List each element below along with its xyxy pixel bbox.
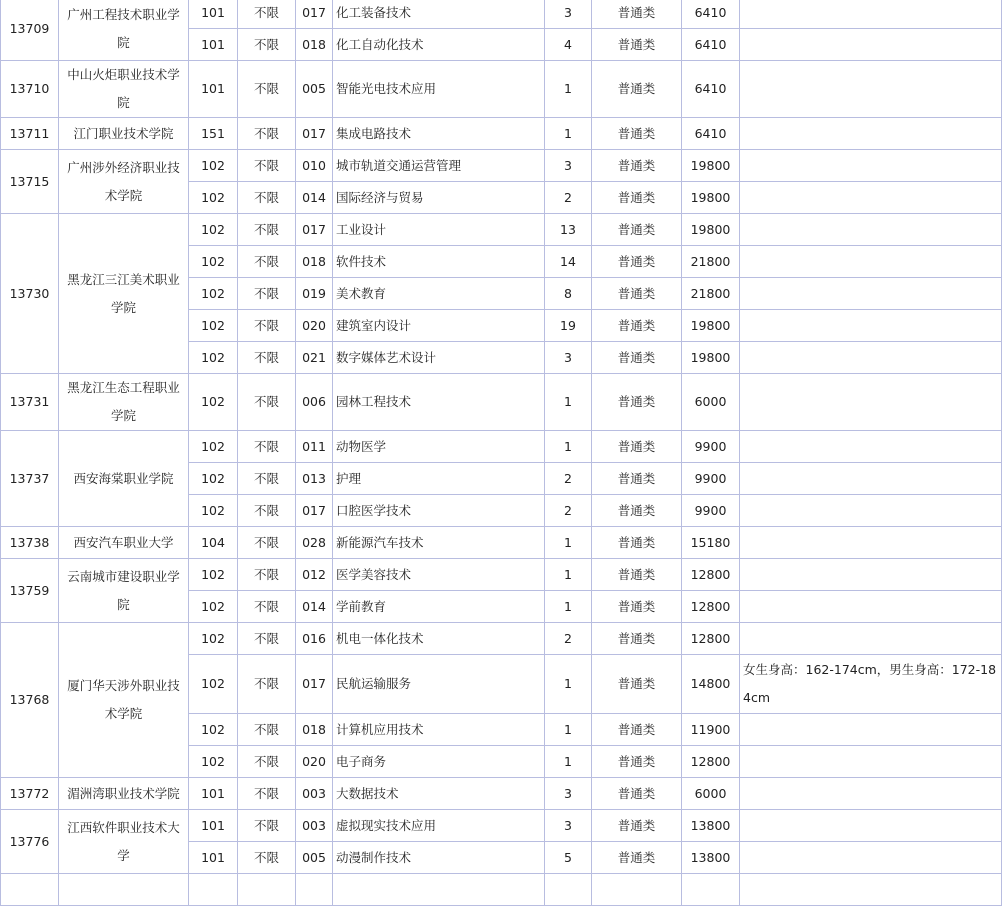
school-code-cell: 13776 (1, 810, 59, 874)
group-code-cell: 101 (189, 29, 238, 61)
remark-cell (740, 874, 1002, 906)
category-cell: 普通类 (592, 374, 682, 431)
plan-count-cell: 1 (545, 118, 592, 150)
major-code-cell: 016 (296, 623, 333, 655)
major-name-cell: 化工装备技术 (333, 0, 545, 29)
group-code-cell: 102 (189, 310, 238, 342)
school-code-cell: 13731 (1, 374, 59, 431)
remark-cell (740, 0, 1002, 29)
major-code-cell (296, 874, 333, 906)
major-code-cell: 003 (296, 778, 333, 810)
major-code-cell: 011 (296, 431, 333, 463)
group-code-cell: 102 (189, 214, 238, 246)
major-name-cell: 国际经济与贸易 (333, 182, 545, 214)
school-code-cell: 13772 (1, 778, 59, 810)
category-cell: 普通类 (592, 495, 682, 527)
category-cell (592, 874, 682, 906)
remark-cell (740, 527, 1002, 559)
subject-requirement-cell: 不限 (238, 374, 296, 431)
remark-cell (740, 431, 1002, 463)
group-code-cell: 102 (189, 150, 238, 182)
plan-count-cell: 4 (545, 29, 592, 61)
remark-cell (740, 118, 1002, 150)
school-name-cell: 西安海棠职业学院 (59, 431, 189, 527)
school-code-cell: 13768 (1, 623, 59, 778)
group-code-cell: 102 (189, 495, 238, 527)
major-name-cell: 电子商务 (333, 746, 545, 778)
remark-cell (740, 29, 1002, 61)
major-name-cell: 城市轨道交通运营管理 (333, 150, 545, 182)
tuition-cell: 9900 (682, 463, 740, 495)
table-row (1, 874, 1002, 906)
subject-requirement-cell: 不限 (238, 842, 296, 874)
subject-requirement-cell (238, 874, 296, 906)
tuition-cell: 19800 (682, 182, 740, 214)
major-code-cell: 013 (296, 463, 333, 495)
group-code-cell: 102 (189, 746, 238, 778)
subject-requirement-cell: 不限 (238, 29, 296, 61)
major-code-cell: 017 (296, 214, 333, 246)
group-code-cell: 101 (189, 810, 238, 842)
tuition-cell: 6000 (682, 778, 740, 810)
group-code-cell: 102 (189, 246, 238, 278)
category-cell: 普通类 (592, 778, 682, 810)
category-cell: 普通类 (592, 61, 682, 118)
major-name-cell: 护理 (333, 463, 545, 495)
tuition-cell: 11900 (682, 714, 740, 746)
tuition-cell: 21800 (682, 278, 740, 310)
subject-requirement-cell: 不限 (238, 527, 296, 559)
school-name-cell (59, 874, 189, 906)
school-code-cell: 13710 (1, 61, 59, 118)
remark-cell (740, 150, 1002, 182)
tuition-cell: 21800 (682, 246, 740, 278)
school-name-cell: 广州涉外经济职业技术学院 (59, 150, 189, 214)
tuition-cell: 19800 (682, 150, 740, 182)
table-row (1, 214, 1002, 246)
subject-requirement-cell: 不限 (238, 495, 296, 527)
subject-requirement-cell: 不限 (238, 463, 296, 495)
major-code-cell: 017 (296, 118, 333, 150)
tuition-cell: 6410 (682, 0, 740, 29)
school-code-cell: 13709 (1, 0, 59, 61)
subject-requirement-cell: 不限 (238, 431, 296, 463)
school-name-cell: 中山火炬职业技术学院 (59, 61, 189, 118)
major-code-cell: 028 (296, 527, 333, 559)
category-cell: 普通类 (592, 278, 682, 310)
plan-count-cell: 1 (545, 559, 592, 591)
subject-requirement-cell: 不限 (238, 246, 296, 278)
table-row (1, 527, 1002, 559)
plan-count-cell: 3 (545, 150, 592, 182)
major-name-cell: 建筑室内设计 (333, 310, 545, 342)
plan-count-cell: 2 (545, 623, 592, 655)
tuition-cell: 14800 (682, 655, 740, 714)
school-code-cell: 13759 (1, 559, 59, 623)
major-code-cell: 020 (296, 310, 333, 342)
school-name-cell: 广州工程技术职业学院 (59, 0, 189, 61)
tuition-cell: 12800 (682, 746, 740, 778)
remark-cell (740, 559, 1002, 591)
plan-count-cell: 19 (545, 310, 592, 342)
major-name-cell: 虚拟现实技术应用 (333, 810, 545, 842)
school-code-cell (1, 874, 59, 906)
remark-cell (740, 310, 1002, 342)
major-code-cell: 006 (296, 374, 333, 431)
table-row (1, 431, 1002, 463)
school-code-cell: 13715 (1, 150, 59, 214)
remark-cell (740, 591, 1002, 623)
table-row (1, 374, 1002, 431)
group-code-cell: 102 (189, 374, 238, 431)
table-row (1, 61, 1002, 118)
major-name-cell: 计算机应用技术 (333, 714, 545, 746)
major-name-cell: 民航运输服务 (333, 655, 545, 714)
major-name-cell: 医学美容技术 (333, 559, 545, 591)
major-name-cell: 机电一体化技术 (333, 623, 545, 655)
group-code-cell: 102 (189, 278, 238, 310)
tuition-cell: 19800 (682, 310, 740, 342)
category-cell: 普通类 (592, 431, 682, 463)
tuition-cell: 9900 (682, 431, 740, 463)
subject-requirement-cell: 不限 (238, 278, 296, 310)
subject-requirement-cell: 不限 (238, 623, 296, 655)
table-row (1, 810, 1002, 842)
tuition-cell: 9900 (682, 495, 740, 527)
major-name-cell: 学前教育 (333, 591, 545, 623)
category-cell: 普通类 (592, 591, 682, 623)
major-code-cell: 014 (296, 591, 333, 623)
tuition-cell: 12800 (682, 559, 740, 591)
school-code-cell: 13737 (1, 431, 59, 527)
group-code-cell (189, 874, 238, 906)
remark-cell (740, 746, 1002, 778)
major-code-cell: 014 (296, 182, 333, 214)
remark-cell (740, 61, 1002, 118)
major-code-cell: 005 (296, 61, 333, 118)
major-name-cell: 工业设计 (333, 214, 545, 246)
subject-requirement-cell: 不限 (238, 61, 296, 118)
group-code-cell: 101 (189, 778, 238, 810)
plan-count-cell: 2 (545, 182, 592, 214)
plan-count-cell: 3 (545, 0, 592, 29)
major-name-cell: 美术教育 (333, 278, 545, 310)
tuition-cell: 19800 (682, 214, 740, 246)
major-name-cell: 大数据技术 (333, 778, 545, 810)
school-name-cell: 厦门华天涉外职业技术学院 (59, 623, 189, 778)
major-code-cell: 005 (296, 842, 333, 874)
category-cell: 普通类 (592, 623, 682, 655)
school-name-cell: 湄洲湾职业技术学院 (59, 778, 189, 810)
plan-count-cell: 1 (545, 714, 592, 746)
major-name-cell: 新能源汽车技术 (333, 527, 545, 559)
major-code-cell: 018 (296, 29, 333, 61)
table-row (1, 623, 1002, 655)
category-cell: 普通类 (592, 810, 682, 842)
category-cell: 普通类 (592, 746, 682, 778)
table-row (1, 559, 1002, 591)
category-cell: 普通类 (592, 150, 682, 182)
group-code-cell: 104 (189, 527, 238, 559)
subject-requirement-cell: 不限 (238, 714, 296, 746)
subject-requirement-cell: 不限 (238, 778, 296, 810)
major-name-cell: 口腔医学技术 (333, 495, 545, 527)
tuition-cell: 6000 (682, 374, 740, 431)
group-code-cell: 102 (189, 655, 238, 714)
subject-requirement-cell: 不限 (238, 591, 296, 623)
subject-requirement-cell: 不限 (238, 746, 296, 778)
group-code-cell: 151 (189, 118, 238, 150)
major-code-cell: 018 (296, 714, 333, 746)
tuition-cell: 12800 (682, 591, 740, 623)
category-cell: 普通类 (592, 246, 682, 278)
plan-count-cell: 1 (545, 591, 592, 623)
school-name-cell: 云南城市建设职业学院 (59, 559, 189, 623)
school-name-cell: 江西软件职业技术大学 (59, 810, 189, 874)
major-name-cell: 数字媒体艺术设计 (333, 342, 545, 374)
plan-count-cell: 1 (545, 61, 592, 118)
major-name-cell: 集成电路技术 (333, 118, 545, 150)
group-code-cell: 102 (189, 623, 238, 655)
remark-cell (740, 778, 1002, 810)
table-row (1, 118, 1002, 150)
plan-count-cell: 3 (545, 342, 592, 374)
plan-count-cell: 2 (545, 463, 592, 495)
remark-cell (740, 842, 1002, 874)
major-code-cell: 017 (296, 0, 333, 29)
school-code-cell: 13738 (1, 527, 59, 559)
plan-count-cell: 8 (545, 278, 592, 310)
remark-cell (740, 810, 1002, 842)
plan-count-cell: 1 (545, 374, 592, 431)
tuition-cell: 19800 (682, 342, 740, 374)
subject-requirement-cell: 不限 (238, 0, 296, 29)
plan-count-cell: 5 (545, 842, 592, 874)
plan-count-cell: 2 (545, 495, 592, 527)
category-cell: 普通类 (592, 342, 682, 374)
school-name-cell: 西安汽车职业大学 (59, 527, 189, 559)
subject-requirement-cell: 不限 (238, 214, 296, 246)
major-code-cell: 017 (296, 655, 333, 714)
plan-count-cell: 3 (545, 778, 592, 810)
major-name-cell (333, 874, 545, 906)
category-cell: 普通类 (592, 118, 682, 150)
group-code-cell: 101 (189, 61, 238, 118)
school-name-cell: 江门职业技术学院 (59, 118, 189, 150)
remark-cell (740, 182, 1002, 214)
major-name-cell: 化工自动化技术 (333, 29, 545, 61)
group-code-cell: 102 (189, 342, 238, 374)
category-cell: 普通类 (592, 655, 682, 714)
major-code-cell: 012 (296, 559, 333, 591)
tuition-cell: 6410 (682, 118, 740, 150)
remark-cell (740, 246, 1002, 278)
plan-count-cell: 1 (545, 527, 592, 559)
subject-requirement-cell: 不限 (238, 182, 296, 214)
tuition-cell: 6410 (682, 29, 740, 61)
table-body (1, 0, 1002, 906)
category-cell: 普通类 (592, 182, 682, 214)
group-code-cell: 102 (189, 591, 238, 623)
remark-cell (740, 623, 1002, 655)
group-code-cell: 102 (189, 431, 238, 463)
group-code-cell: 101 (189, 0, 238, 29)
major-name-cell: 智能光电技术应用 (333, 61, 545, 118)
major-name-cell: 动物医学 (333, 431, 545, 463)
plan-count-cell: 1 (545, 431, 592, 463)
plan-count-cell (545, 874, 592, 906)
category-cell: 普通类 (592, 29, 682, 61)
category-cell: 普通类 (592, 214, 682, 246)
school-code-cell: 13730 (1, 214, 59, 374)
remark-cell: 女生身高：162-174cm，男生身高：172-184cm (740, 655, 1002, 714)
major-code-cell: 020 (296, 746, 333, 778)
tuition-cell (682, 874, 740, 906)
category-cell: 普通类 (592, 463, 682, 495)
category-cell: 普通类 (592, 527, 682, 559)
major-code-cell: 021 (296, 342, 333, 374)
category-cell: 普通类 (592, 559, 682, 591)
group-code-cell: 102 (189, 559, 238, 591)
tuition-cell: 12800 (682, 623, 740, 655)
major-name-cell: 动漫制作技术 (333, 842, 545, 874)
plan-count-cell: 1 (545, 746, 592, 778)
remark-cell (740, 463, 1002, 495)
tuition-cell: 15180 (682, 527, 740, 559)
major-code-cell: 003 (296, 810, 333, 842)
group-code-cell: 102 (189, 182, 238, 214)
remark-cell (740, 374, 1002, 431)
major-code-cell: 010 (296, 150, 333, 182)
subject-requirement-cell: 不限 (238, 310, 296, 342)
group-code-cell: 102 (189, 463, 238, 495)
subject-requirement-cell: 不限 (238, 118, 296, 150)
tuition-cell: 13800 (682, 810, 740, 842)
major-code-cell: 019 (296, 278, 333, 310)
group-code-cell: 101 (189, 842, 238, 874)
subject-requirement-cell: 不限 (238, 810, 296, 842)
table-row (1, 150, 1002, 182)
school-code-cell: 13711 (1, 118, 59, 150)
table-row (1, 778, 1002, 810)
tuition-cell: 13800 (682, 842, 740, 874)
subject-requirement-cell: 不限 (238, 342, 296, 374)
subject-requirement-cell: 不限 (238, 559, 296, 591)
school-name-cell: 黑龙江生态工程职业学院 (59, 374, 189, 431)
category-cell: 普通类 (592, 310, 682, 342)
major-name-cell: 软件技术 (333, 246, 545, 278)
major-code-cell: 018 (296, 246, 333, 278)
remark-cell (740, 214, 1002, 246)
category-cell: 普通类 (592, 714, 682, 746)
subject-requirement-cell: 不限 (238, 655, 296, 714)
remark-cell (740, 714, 1002, 746)
major-code-cell: 017 (296, 495, 333, 527)
plan-count-cell: 13 (545, 214, 592, 246)
major-name-cell: 园林工程技术 (333, 374, 545, 431)
table-row (1, 0, 1002, 29)
group-code-cell: 102 (189, 714, 238, 746)
plan-count-cell: 14 (545, 246, 592, 278)
school-name-cell: 黑龙江三江美术职业学院 (59, 214, 189, 374)
category-cell: 普通类 (592, 842, 682, 874)
plan-count-cell: 3 (545, 810, 592, 842)
subject-requirement-cell: 不限 (238, 150, 296, 182)
category-cell: 普通类 (592, 0, 682, 29)
remark-cell (740, 495, 1002, 527)
remark-cell (740, 342, 1002, 374)
remark-cell (740, 278, 1002, 310)
plan-count-cell: 1 (545, 655, 592, 714)
tuition-cell: 6410 (682, 61, 740, 118)
